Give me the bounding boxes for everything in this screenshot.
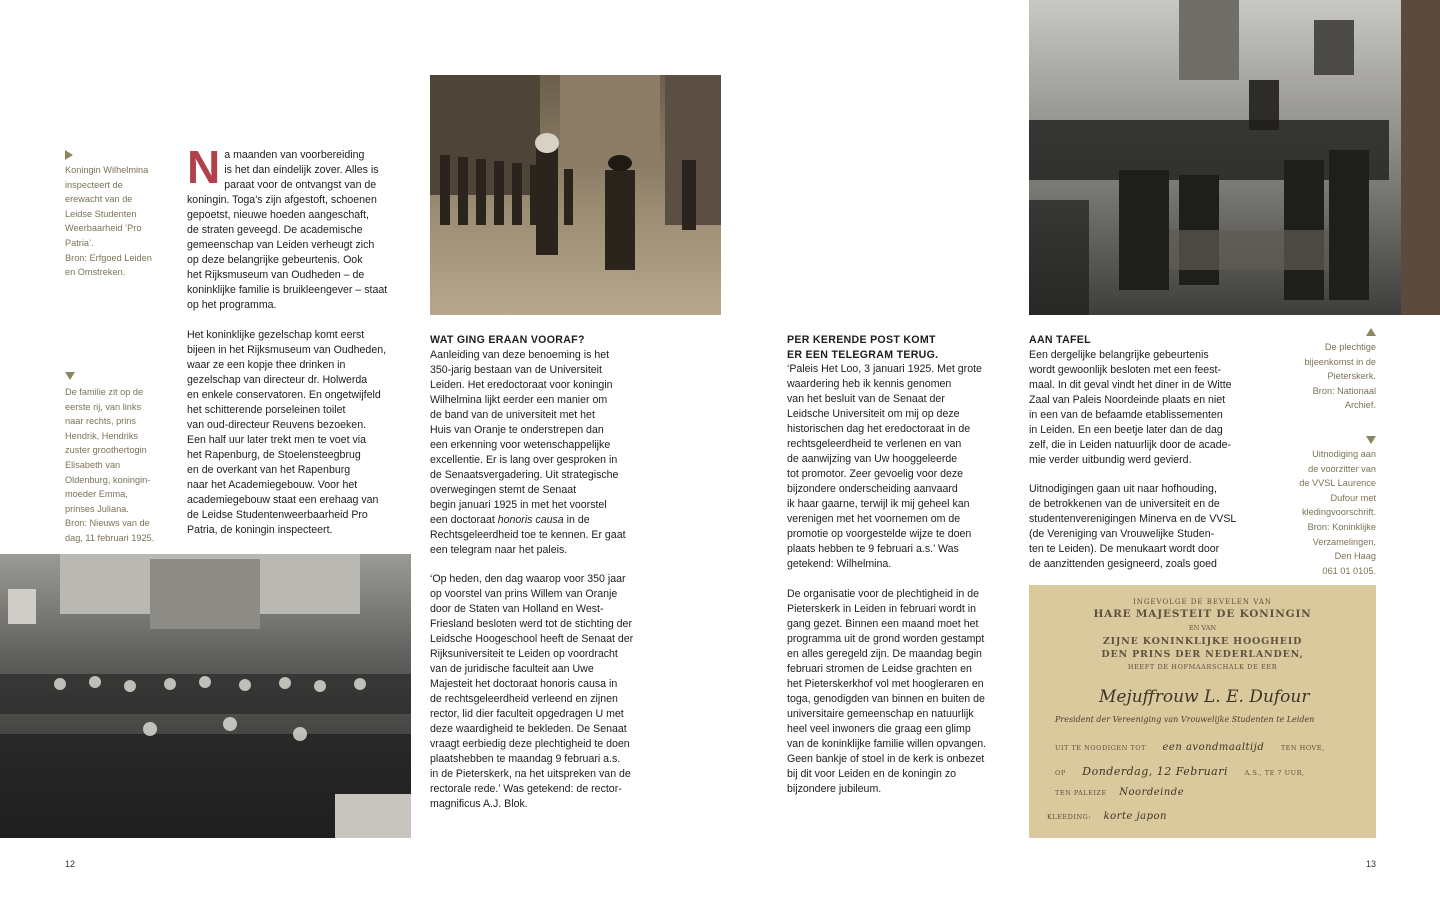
invitation-handwritten-dress: korte japon <box>1103 811 1167 822</box>
page-number-left: 12 <box>65 859 76 869</box>
page-number-right: 13 <box>1366 859 1377 869</box>
triangle-right-icon <box>65 150 73 160</box>
invitation-line-9: TEN PALEIZE <box>1055 789 1107 797</box>
invitation-line-7: UIT TE NOODIGEN TOT <box>1055 744 1146 752</box>
invitation-line-10: KLEEDING: <box>1047 813 1092 821</box>
triangle-up-icon <box>1366 328 1376 336</box>
triangle-down-icon <box>65 372 75 380</box>
col2-paragraph-1: Aanleiding van deze benoeming is het 350-jarig bestaan van de Universiteit Leiden. Het eredoctoraat voor koningin Wilhelmina lijkt eerder een manier om de band van de universiteit met het Huis van Oranje te onderstrepen dan een erkenning voor wetenschappelijke excellentie. Er is lang over gesproken in de Senaatsvergadering. Uit strategische overwegingen stemt de Senaat begin januari 1925 in met het voorstel een doctoraat <box>430 348 619 526</box>
col2-italic-term: honoris causa <box>497 513 564 526</box>
col4-paragraph-2: Uitnodigingen gaan uit naar hofhouding, de betrokkenen van de universiteit en de studentenverenigingen Minerva en de VVSL (de Vereniging van Vrouwelijke Studen- ten te Leiden). De menukaart wordt door de aanzittenden gesigneerd, zoals goed <box>1029 483 1237 570</box>
invitation-line-5: DEN PRINS DER NEDERLANDEN, <box>1101 649 1304 660</box>
col2-paragraph-2: ‘Op heden, den dag waarop voor 350 jaar op voorstel van prins Willem van Oranje door de Staten van Holland en West- Friesland besloten werd tot de stichting der Leidsche Hoogeschool heeft de Senaat der Rijksuniversiteit te Leiden op voordracht van de juridische faculteit aan Uwe Majesteit het doctoraat honoris causa in de rechtsgeleerdheid verleend en zijnen rector, lid dier faculteit opgedragen U met deze waardigheid te bekleden. De Senaat vraagt eerbiedig deze plechtigheid te doen plaatshebben te maandag 9 februari a.s. in de Pieterskerk, na het uitspreken van de rectorale rede.’ Was getekend: de rector- magnificus A.J. Blok. <box>430 573 634 810</box>
invitation-handwritten-org: President der Vereeniging van Vrouwelijke Studenten te Leiden <box>1055 715 1315 724</box>
invitation-line-2: HARE MAJESTEIT DE KONINGIN <box>1093 608 1312 620</box>
heading-per-kerende-post: PER KERENDE POST KOMT ER EEN TELEGRAM TERUG. <box>787 334 939 361</box>
invitation-line-3: EN VAN <box>1188 624 1217 632</box>
column-4-text <box>1029 333 1259 587</box>
heading-aan-tafel: AAN TAFEL <box>1029 334 1091 346</box>
photo-honour-guard <box>430 75 721 315</box>
col3-paragraph-1: ‘Paleis Het Loo, 3 januari 1925. Met grote waardering heb ik kennis genomen van het besluit van de Senaat der Leidsche Universiteit om mij op deze historischen dag het eredoctoraat in de rechtsgeleerdheid te verlenen en van de aanwijzing van Uw hooggeleerde tot promotor. Zeer gevoelig voor deze bijzondere onderscheiding aanvaard ik haar gaarne, terwijl ik mij geheel kan verenigen met het voornemen om de promotie op voorgestelde wijze te doen plaats hebben te 9 februari a.s.’ Was getekend: Wilhelmina. <box>787 363 982 570</box>
invitation-line-8: OP <box>1055 769 1066 777</box>
column-3-text <box>787 333 1012 811</box>
col4-paragraph-1: Een dergelijke belangrijke gebeurtenis wordt gewoonlijk besloten met een feest- maal. In dit geval vindt het diner in de Witte Zaal van Paleis Noordeinde plaats en niet in een van de befaamde etablissementen in Leiden. En een beetje later dan de dag zelf, die in Leiden natuurlijk door de acade- mie verder uitbundig werd gevierd. <box>1029 348 1232 466</box>
invitation-row-date <box>1055 765 1355 778</box>
invitation-row-palace <box>1055 787 1184 798</box>
photo-family-in-church <box>0 554 411 838</box>
caption-wilhelmina-inspection: Koningin Wilhelmina inspecteert de erewacht van de Leidse Studenten Weerbaarheid ‘Pro Patria’. Bron: Erfgoed Leiden en Omstreken. <box>65 165 152 278</box>
invitation-handwritten-palace: Noordeinde <box>1119 787 1185 798</box>
invitation-line-8b: A.S., TE 7 UUR, <box>1244 769 1305 777</box>
col3-paragraph-2: De organisatie voor de plechtigheid in de Pieterskerk in Leiden in februari wordt in gang gezet. Binnen een maand moet het programma uit de grond worden gestampt en alles geregeld zijn. De maandag begin februari stromen de Leidse grachten en het Pieterskerkhof vol met hoogleraren en toga, genodigden van binnen en buiten de universitaire gemeenschap en natuurlijk heel veel inwoners die graag een glimp van de koninklijke familie willen opvangen. Geen bankje of stoel in de kerk is onbezet bij dit voor Leiden en de koningin zo bijzondere jubileum. <box>787 587 987 795</box>
column-1-text <box>187 141 412 552</box>
invitation-card <box>1029 585 1376 838</box>
column-2-text <box>430 333 670 827</box>
invitation-row-dress <box>1047 811 1167 822</box>
triangle-down-icon <box>1366 436 1376 444</box>
invitation-handwritten-event: een avondmaaltijd <box>1162 742 1265 753</box>
invitation-row-event <box>1055 742 1355 753</box>
col2-paragraph-1-end: in de Rechtsgeleerdheid toe te kennen. Er gaat een telegram naar het paleis. <box>430 513 626 556</box>
intro-paragraph: a maanden van voorbereiding is het dan eindelijk zover. Alles is paraat voor de ontvangst van de koningin. Toga’s zijn afgestoft, schoenen gepoetst, nieuwe hoeden aangeschaft, de straten geveegd. De academische gemeenschap van Leiden verheugt zich op deze belangrijke gebeurtenis. Ook het Rijksmuseum van Oudheden – de koninklijke familie is bruikleengever – staat op het programma. <box>187 149 388 311</box>
invitation-handwritten-name: Mejuffrouw L. E. Dufour <box>1099 687 1310 707</box>
heading-wat-ging-eraan-vooraf: WAT GING ERAAN VOORAF? <box>430 334 585 346</box>
invitation-line-6: HEEFT DE HOFMAARSCHALK DE EER <box>1127 663 1278 671</box>
caption-invitation: Uitnodiging aan de voorzitter van de VVSL Laurence Dufour met kledingvoorschrift. Bron: Koninklijke Verzamelingen, Den Haag 061 01 0105. <box>1299 449 1376 576</box>
invitation-handwritten-date: Donderdag, 12 Februari <box>1082 765 1229 778</box>
invitation-line-1: INGEVOLGE DE BEVELEN VAN <box>1132 598 1273 606</box>
invitation-line-7b: TEN HOVE, <box>1280 744 1325 752</box>
caption-royal-family: De familie zit op de eerste rij, van links naar rechts, prins Hendrik, Hendriks zuster groothertogin Elisabeth van Oldenburg, koningin- moeder Emma, prinses Juliana. Bron: Nieuws van de dag, 11 februari 1925. <box>65 387 155 543</box>
photo-pieterskerk-gathering <box>1029 0 1440 315</box>
paragraph-museum-visit: Het koninklijke gezelschap komt eerst bijeen in het Rijksmuseum van Oudheden, waar ze een kopje thee drinken in gezelschap van directeur dr. Holwerda en enkele conservatoren. En ongetwijfeld het schitterende porseleinen toilet van oud-directeur Reuvens bezoeken. Een half uur later trekt men te voet via het Rapenburg, de Stoelensteegbrug en de overkant van het Rapenburg naar het Academiegebouw. Voor het academiegebouw staat een erehaag van de Leidse Studentenweerbaarheid Pro Patria, de koningin inspecteert. <box>187 328 387 536</box>
drop-cap: N <box>187 141 221 193</box>
caption-pieterskerk: De plechtige bijeenkomst in de Pieterskerk. Bron: Nationaal Archief. <box>1304 342 1376 411</box>
invitation-line-4: ZIJNE KONINKLIJKE HOOGHEID <box>1102 636 1303 647</box>
